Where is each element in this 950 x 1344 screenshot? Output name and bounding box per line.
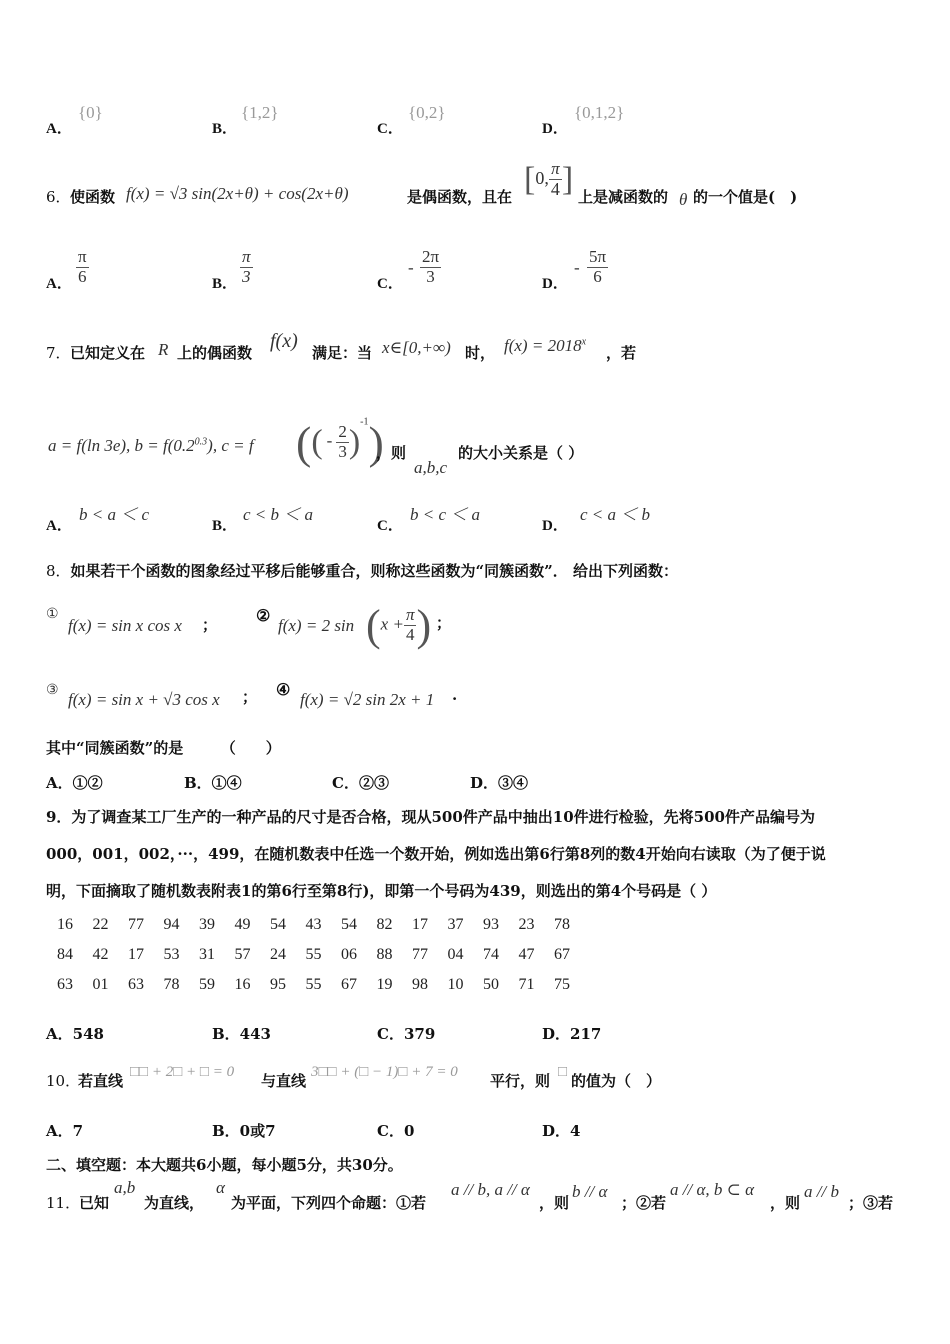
q10-text-3: 平行，则 xyxy=(490,1072,551,1090)
q7-number: 7． xyxy=(46,344,71,362)
table-cell: 53 xyxy=(163,946,180,963)
table-row xyxy=(57,940,590,970)
random-number-table xyxy=(57,910,590,1000)
q7-text-3: 满足：当 xyxy=(312,344,373,362)
table-cell: 55 xyxy=(305,946,322,963)
q6-interval: [0, $\frac{\pi}{4}$ ] xyxy=(524,159,574,199)
table-cell: 04 xyxy=(447,946,464,963)
q11-lines-ab: a,b xyxy=(114,1178,136,1197)
q10-line-1: □□ + 2□ + □ = 0 xyxy=(130,1064,235,1080)
q7-abc-definition: a = f(ln 3e), $b = f(0.2^{0.3})$, c = f xyxy=(48,436,254,455)
q8-mark-3: ③ xyxy=(46,683,59,698)
q9-option-c: C．379 xyxy=(377,1025,436,1043)
q11-condition-2: a // α, b ⊂ α xyxy=(670,1180,755,1199)
q7-text-7: 的大小关系是（ ） xyxy=(458,444,584,462)
q8-function-1: f(x) = sin x cos x xyxy=(68,616,182,635)
q6-text-1: 使函数 xyxy=(70,188,116,206)
q5-option-b-label: B． xyxy=(212,121,238,137)
q11-text-5: ；②若 xyxy=(621,1194,667,1212)
q8-option-b: B．①④ xyxy=(184,774,242,792)
table-cell: 22 xyxy=(92,916,109,933)
q5-option-c-label: C． xyxy=(377,121,403,137)
table-cell: 47 xyxy=(518,946,535,963)
q7-set-r: R xyxy=(158,340,169,359)
table-cell: 63 xyxy=(57,976,73,993)
q6-option-c-label: C． xyxy=(377,276,403,292)
table-cell: 94 xyxy=(163,916,180,933)
table-cell: 77 xyxy=(128,916,144,933)
q8-function-2-argument: (x + $\frac{\pi}{4}$ ) xyxy=(366,601,432,650)
q7-text-5: ，若 xyxy=(606,344,637,362)
table-cell: 84 xyxy=(57,946,73,963)
table-cell: 63 xyxy=(128,976,144,993)
q10-number: 10． xyxy=(46,1072,81,1090)
table-row xyxy=(57,970,590,1000)
table-cell: 93 xyxy=(483,916,499,933)
q11-plane-alpha: α xyxy=(216,1178,225,1197)
table-cell: 74 xyxy=(483,946,499,963)
table-cell: 54 xyxy=(270,916,286,933)
table-cell: 75 xyxy=(554,976,570,993)
q9-line-3: 明，下面摘取了随机数表附表1的第6行至第8行)，即第一个号码为439，则选出的第4个号码是（ ） xyxy=(46,882,717,900)
section-2-heading: 二、填空题：本大题共6小题，每小题5分，共30分。 xyxy=(46,1156,403,1174)
table-cell: 31 xyxy=(199,946,215,963)
table-cell: 01 xyxy=(92,976,109,993)
table-cell: 43 xyxy=(305,916,322,933)
q5-option-c-value: {0,2} xyxy=(408,103,446,122)
q7-option-a-value: b < a ＜ c xyxy=(79,505,150,524)
q11-text-1: 已知 xyxy=(79,1194,110,1212)
table-cell: 57 xyxy=(234,946,251,963)
q7-option-b-value: c < b ＜ a xyxy=(243,505,314,524)
q6-text-4: 的一个值是( ) xyxy=(693,188,798,206)
q6-option-d-label: D． xyxy=(542,276,568,292)
table-cell: 17 xyxy=(412,916,428,933)
q6-option-d-value: $\frac{5\pi}{6}$ xyxy=(589,247,607,286)
q6-text-3: 上是减函数的 xyxy=(578,188,669,206)
q7-text-2: 上的偶函数 xyxy=(177,344,253,362)
q8-mark-1: ① xyxy=(46,607,59,622)
q6-theta: θ xyxy=(679,190,688,209)
q8-function-3: f(x) = sin x + √3 cos x xyxy=(68,690,220,709)
q8-option-a: A．①② xyxy=(46,774,103,792)
q10-text-2: 与直线 xyxy=(261,1072,307,1090)
table-cell: 49 xyxy=(234,916,251,933)
table-cell: 39 xyxy=(199,916,215,933)
q7-equation: $f(x) = 2018^x$ xyxy=(504,336,587,355)
q5-option-a-value: {0} xyxy=(78,103,103,122)
table-cell: 78 xyxy=(163,976,180,993)
table-cell: 77 xyxy=(412,946,428,963)
q6-function: f(x) = √3 sin(2x+θ) + cos(2x+θ) xyxy=(126,184,349,203)
table-cell: 67 xyxy=(341,976,357,993)
random-number-table-grid xyxy=(57,910,590,1000)
q9-options xyxy=(46,1023,646,1045)
q11-text-6: ，则 xyxy=(770,1194,801,1212)
q7-fx: f(x) xyxy=(270,330,298,352)
table-cell: 42 xyxy=(92,946,109,963)
table-cell: 71 xyxy=(518,976,535,993)
q8-semicolon-1: ； xyxy=(202,616,218,634)
q7-option-d-value: c < a ＜ b xyxy=(580,505,651,524)
q7-c-argument: (( - $\frac{2}{3}$ )$^{-1}$) xyxy=(296,416,384,468)
q11-text-3: 为平面，下列四个命题：①若 xyxy=(231,1194,427,1212)
q6-text-2: 是偶函数，且在 xyxy=(407,188,513,206)
q11-text-4: ，则 xyxy=(539,1194,570,1212)
q5-option-d-value: {0,1,2} xyxy=(574,103,625,122)
q10-line-2: 3□□ + (□ − 1)□ + 7 = 0 xyxy=(311,1064,458,1080)
q6-option-c-value: $\frac{2\pi}{3}$ xyxy=(422,247,440,286)
q8-number: 8． xyxy=(46,562,71,580)
q10-option-a: A．7 xyxy=(46,1122,84,1140)
table-cell: 59 xyxy=(199,976,215,993)
q7-text-4: 时， xyxy=(465,344,496,362)
table-cell: 16 xyxy=(57,916,73,933)
q7-option-a-label: A． xyxy=(46,518,72,534)
table-cell: 88 xyxy=(376,946,393,963)
table-cell: 67 xyxy=(554,946,570,963)
q8-options xyxy=(46,772,646,794)
table-cell: 23 xyxy=(518,916,535,933)
q8-option-c: C．②③ xyxy=(332,774,389,792)
table-cell: 17 xyxy=(128,946,144,963)
q6-option-c-sign: - xyxy=(408,258,414,277)
table-cell: 82 xyxy=(376,916,393,933)
q10-text-4: 的值为（ ） xyxy=(571,1072,662,1090)
q6-option-d-sign: - xyxy=(574,258,580,277)
q5-option-b-value: {1,2} xyxy=(241,103,279,122)
table-cell: 06 xyxy=(341,946,357,963)
q8-mark-2: ② xyxy=(256,606,271,625)
q8-period: . xyxy=(452,686,458,704)
q7-option-c-label: C． xyxy=(377,518,403,534)
table-cell: 37 xyxy=(447,916,464,933)
q10-option-b: B．0或7 xyxy=(212,1122,276,1140)
table-cell: 19 xyxy=(376,976,393,993)
q7-variables: a,b,c xyxy=(414,458,448,477)
table-cell: 10 xyxy=(447,976,464,993)
q6-option-b-label: B． xyxy=(212,276,238,292)
q8-ask: 其中“同簇函数”的是 （ ） xyxy=(46,739,281,757)
q6-option-a-value: $\frac{\pi}{6}$ xyxy=(78,247,87,286)
q11-result-2: a // b xyxy=(804,1182,839,1201)
question-8-stem xyxy=(46,560,678,581)
q7-text-6: ，则 xyxy=(376,444,407,462)
q6-option-a-label: A． xyxy=(46,276,72,292)
table-cell: 16 xyxy=(234,976,251,993)
q7-option-d-label: D． xyxy=(542,518,568,534)
table-cell: 98 xyxy=(412,976,428,993)
q11-result-1: b // α xyxy=(572,1182,608,1201)
q7-option-b-label: B． xyxy=(212,518,238,534)
q10-options xyxy=(46,1120,646,1142)
q9-option-b: B．443 xyxy=(212,1025,271,1043)
q11-number: 11． xyxy=(46,1194,81,1212)
q9-line-1: 9．为了调查某工厂生产的一种产品的尺寸是否合格，现从500件产品中抽出10件进行检验，先将500件产品编号为 xyxy=(46,808,815,826)
q11-text-2: 为直线， xyxy=(144,1194,205,1212)
q9-option-d: D．217 xyxy=(542,1025,602,1043)
q5-option-d-label: D． xyxy=(542,121,568,137)
q8-mark-4: ④ xyxy=(276,680,291,699)
q7-option-c-value: b < c ＜ a xyxy=(410,505,481,524)
q6-option-b-value: $\frac{\pi}{3}$ xyxy=(242,247,251,286)
q7-condition: x∈[0,+∞) xyxy=(382,338,451,357)
table-cell: 78 xyxy=(554,916,570,933)
table-cell: 24 xyxy=(270,946,286,963)
q10-option-c: C．0 xyxy=(377,1122,415,1140)
q7-text-1: 已知定义在 xyxy=(70,344,146,362)
table-cell: 50 xyxy=(483,976,499,993)
q10-variable: □ xyxy=(558,1064,568,1080)
q8-semicolon-3: ； xyxy=(242,688,258,706)
q11-text-7: ；③若 xyxy=(848,1194,894,1212)
q10-option-d: D．4 xyxy=(542,1122,581,1140)
q8-function-4: f(x) = √2 sin 2x + 1 xyxy=(300,690,435,709)
q11-condition-1: a // b, a // α xyxy=(451,1180,530,1199)
q5-option-a-label: A． xyxy=(46,121,72,137)
q6-number: 6． xyxy=(46,188,71,206)
table-cell: 54 xyxy=(341,916,357,933)
table-row xyxy=(57,910,590,940)
q8-option-d: D．③④ xyxy=(470,774,529,792)
q9-line-2: 000，001，002，···，499，在随机数表中任选一个数开始，例如选出第6行第8列的数4开始向右读取（为了便于说 xyxy=(46,845,826,863)
q8-function-2: f(x) = 2 sin xyxy=(278,616,355,635)
q10-text-1: 若直线 xyxy=(78,1072,124,1090)
table-cell: 55 xyxy=(305,976,322,993)
q9-option-a: A．548 xyxy=(46,1025,104,1043)
q8-text: 如果若干个函数的图象经过平移后能够重合，则称这些函数为“同簇函数”． 给出下列函数： xyxy=(70,562,679,580)
table-cell: 95 xyxy=(270,976,286,993)
q8-semicolon-2: ； xyxy=(436,614,452,632)
